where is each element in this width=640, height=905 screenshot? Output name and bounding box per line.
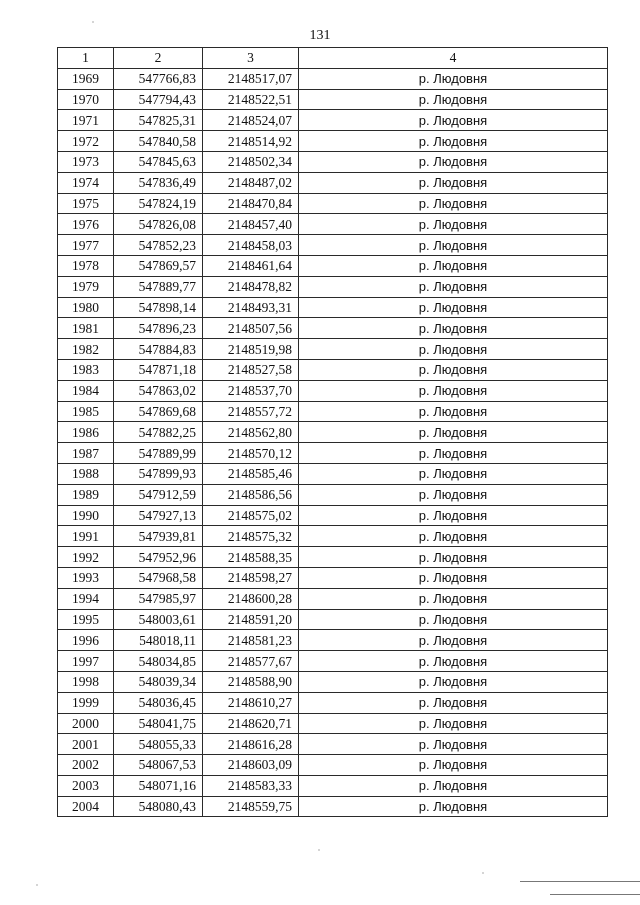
x-coordinate-cell: 547869,68: [114, 401, 203, 422]
y-coordinate-cell: 2148581,23: [203, 630, 299, 651]
table-row: [58, 547, 608, 568]
table-row: [58, 775, 608, 796]
point-number-cell: 1989: [58, 484, 114, 505]
description-cell: р. Людовня: [299, 796, 608, 817]
table-row: [58, 401, 608, 422]
y-coordinate-cell: 2148527,58: [203, 359, 299, 380]
point-number-cell: 1994: [58, 588, 114, 609]
description-cell: р. Людовня: [299, 235, 608, 256]
y-coordinate-cell: 2148537,70: [203, 380, 299, 401]
x-coordinate-cell: 547952,96: [114, 547, 203, 568]
y-coordinate-cell: 2148478,82: [203, 276, 299, 297]
y-coordinate-cell: 2148458,03: [203, 235, 299, 256]
table-row: [58, 630, 608, 651]
x-coordinate-cell: 547899,93: [114, 463, 203, 484]
description-cell: р. Людовня: [299, 172, 608, 193]
x-coordinate-cell: 547889,99: [114, 443, 203, 464]
description-cell: р. Людовня: [299, 463, 608, 484]
table-row: [58, 692, 608, 713]
table-row: [58, 734, 608, 755]
y-coordinate-cell: 2148603,09: [203, 755, 299, 776]
point-number-cell: 1995: [58, 609, 114, 630]
description-cell: р. Людовня: [299, 443, 608, 464]
y-coordinate-cell: 2148610,27: [203, 692, 299, 713]
table-row: [58, 526, 608, 547]
y-coordinate-cell: 2148493,31: [203, 297, 299, 318]
point-number-cell: 1998: [58, 671, 114, 692]
description-cell: р. Людовня: [299, 68, 608, 89]
table-row: [58, 89, 608, 110]
point-number-cell: 1991: [58, 526, 114, 547]
description-cell: р. Людовня: [299, 588, 608, 609]
x-coordinate-cell: 548055,33: [114, 734, 203, 755]
point-number-cell: 1996: [58, 630, 114, 651]
x-coordinate-cell: 548071,16: [114, 775, 203, 796]
x-coordinate-cell: 547882,25: [114, 422, 203, 443]
scan-speck: [92, 21, 94, 23]
table-row: [58, 318, 608, 339]
x-coordinate-cell: 548080,43: [114, 796, 203, 817]
point-number-cell: 1976: [58, 214, 114, 235]
point-number-cell: 2000: [58, 713, 114, 734]
table-row: [58, 297, 608, 318]
point-number-cell: 2002: [58, 755, 114, 776]
y-coordinate-cell: 2148470,84: [203, 193, 299, 214]
x-coordinate-cell: 548039,34: [114, 671, 203, 692]
table-row: [58, 131, 608, 152]
y-coordinate-cell: 2148575,32: [203, 526, 299, 547]
description-cell: р. Людовня: [299, 359, 608, 380]
description-cell: р. Людовня: [299, 193, 608, 214]
x-coordinate-cell: 548036,45: [114, 692, 203, 713]
description-cell: р. Людовня: [299, 734, 608, 755]
point-number-cell: 1993: [58, 567, 114, 588]
point-number-cell: 1986: [58, 422, 114, 443]
description-cell: р. Людовня: [299, 609, 608, 630]
y-coordinate-cell: 2148507,56: [203, 318, 299, 339]
description-cell: р. Людовня: [299, 131, 608, 152]
point-number-cell: 1970: [58, 89, 114, 110]
y-coordinate-cell: 2148461,64: [203, 255, 299, 276]
description-cell: р. Людовня: [299, 339, 608, 360]
point-number-cell: 1997: [58, 651, 114, 672]
point-number-cell: 1972: [58, 131, 114, 152]
point-number-cell: 1971: [58, 110, 114, 131]
table-row: [58, 339, 608, 360]
point-number-cell: 1980: [58, 297, 114, 318]
point-number-cell: 1992: [58, 547, 114, 568]
description-cell: р. Людовня: [299, 547, 608, 568]
y-coordinate-cell: 2148583,33: [203, 775, 299, 796]
description-cell: р. Людовня: [299, 692, 608, 713]
description-cell: р. Людовня: [299, 671, 608, 692]
x-coordinate-cell: 547898,14: [114, 297, 203, 318]
y-coordinate-cell: 2148598,27: [203, 567, 299, 588]
point-number-cell: 1982: [58, 339, 114, 360]
point-number-cell: 1973: [58, 151, 114, 172]
point-number-cell: 1977: [58, 235, 114, 256]
description-cell: р. Людовня: [299, 775, 608, 796]
x-coordinate-cell: 547852,23: [114, 235, 203, 256]
table-row: [58, 172, 608, 193]
table-row: [58, 671, 608, 692]
point-number-cell: 1988: [58, 463, 114, 484]
point-number-cell: 1969: [58, 68, 114, 89]
x-coordinate-cell: 547869,57: [114, 255, 203, 276]
description-cell: р. Людовня: [299, 630, 608, 651]
description-cell: р. Людовня: [299, 214, 608, 235]
column-header-4: 4: [299, 48, 608, 69]
table-row: [58, 609, 608, 630]
description-cell: р. Людовня: [299, 297, 608, 318]
point-number-cell: 1974: [58, 172, 114, 193]
table-row: [58, 463, 608, 484]
point-number-cell: 1981: [58, 318, 114, 339]
table-row: [58, 110, 608, 131]
x-coordinate-cell: 547896,23: [114, 318, 203, 339]
y-coordinate-cell: 2148591,20: [203, 609, 299, 630]
x-coordinate-cell: 547939,81: [114, 526, 203, 547]
x-coordinate-cell: 547871,18: [114, 359, 203, 380]
description-cell: р. Людовня: [299, 318, 608, 339]
x-coordinate-cell: 547826,08: [114, 214, 203, 235]
point-number-cell: 1984: [58, 380, 114, 401]
table-row: [58, 214, 608, 235]
y-coordinate-cell: 2148586,56: [203, 484, 299, 505]
table-row: [58, 567, 608, 588]
point-number-cell: 1979: [58, 276, 114, 297]
x-coordinate-cell: 547840,58: [114, 131, 203, 152]
point-number-cell: 1990: [58, 505, 114, 526]
x-coordinate-cell: 548034,85: [114, 651, 203, 672]
scan-edge-line: [520, 881, 640, 882]
description-cell: р. Людовня: [299, 567, 608, 588]
description-cell: р. Людовня: [299, 276, 608, 297]
x-coordinate-cell: 548041,75: [114, 713, 203, 734]
table-row: [58, 422, 608, 443]
scan-speck: [482, 872, 484, 874]
table-row: [58, 380, 608, 401]
y-coordinate-cell: 2148588,90: [203, 671, 299, 692]
y-coordinate-cell: 2148588,35: [203, 547, 299, 568]
x-coordinate-cell: 547889,77: [114, 276, 203, 297]
point-number-cell: 1987: [58, 443, 114, 464]
table-row: [58, 68, 608, 89]
table-header-row: [58, 48, 608, 69]
description-cell: р. Людовня: [299, 380, 608, 401]
x-coordinate-cell: 548003,61: [114, 609, 203, 630]
table-row: [58, 359, 608, 380]
point-number-cell: 1985: [58, 401, 114, 422]
point-number-cell: 2003: [58, 775, 114, 796]
description-cell: р. Людовня: [299, 89, 608, 110]
scan-edge-line: [550, 894, 640, 895]
y-coordinate-cell: 2148575,02: [203, 505, 299, 526]
page-number: 131: [309, 28, 331, 43]
y-coordinate-cell: 2148457,40: [203, 214, 299, 235]
table-row: [58, 713, 608, 734]
y-coordinate-cell: 2148570,12: [203, 443, 299, 464]
x-coordinate-cell: 547824,19: [114, 193, 203, 214]
x-coordinate-cell: 547836,49: [114, 172, 203, 193]
x-coordinate-cell: 547766,83: [114, 68, 203, 89]
table-body: [58, 68, 608, 817]
column-header-2: 2: [114, 48, 203, 69]
y-coordinate-cell: 2148514,92: [203, 131, 299, 152]
y-coordinate-cell: 2148524,07: [203, 110, 299, 131]
y-coordinate-cell: 2148562,80: [203, 422, 299, 443]
x-coordinate-cell: 547825,31: [114, 110, 203, 131]
description-cell: р. Людовня: [299, 713, 608, 734]
point-number-cell: 1978: [58, 255, 114, 276]
table-row: [58, 755, 608, 776]
column-header-1: 1: [58, 48, 114, 69]
x-coordinate-cell: 547845,63: [114, 151, 203, 172]
description-cell: р. Людовня: [299, 422, 608, 443]
y-coordinate-cell: 2148559,75: [203, 796, 299, 817]
x-coordinate-cell: 547968,58: [114, 567, 203, 588]
table-row: [58, 235, 608, 256]
x-coordinate-cell: 547884,83: [114, 339, 203, 360]
scan-speck: [36, 884, 38, 886]
x-coordinate-cell: 547927,13: [114, 505, 203, 526]
x-coordinate-cell: 547794,43: [114, 89, 203, 110]
table-row: [58, 651, 608, 672]
x-coordinate-cell: 547863,02: [114, 380, 203, 401]
table-row: [58, 255, 608, 276]
y-coordinate-cell: 2148577,67: [203, 651, 299, 672]
y-coordinate-cell: 2148557,72: [203, 401, 299, 422]
column-header-3: 3: [203, 48, 299, 69]
table-row: [58, 443, 608, 464]
table-row: [58, 588, 608, 609]
y-coordinate-cell: 2148517,07: [203, 68, 299, 89]
table-row: [58, 505, 608, 526]
y-coordinate-cell: 2148519,98: [203, 339, 299, 360]
point-number-cell: 2001: [58, 734, 114, 755]
description-cell: р. Людовня: [299, 401, 608, 422]
description-cell: р. Людовня: [299, 151, 608, 172]
description-cell: р. Людовня: [299, 526, 608, 547]
x-coordinate-cell: 548018,11: [114, 630, 203, 651]
point-number-cell: 2004: [58, 796, 114, 817]
point-number-cell: 1975: [58, 193, 114, 214]
scan-speck: [318, 849, 320, 851]
table-row: [58, 484, 608, 505]
description-cell: р. Людовня: [299, 110, 608, 131]
x-coordinate-cell: 548067,53: [114, 755, 203, 776]
y-coordinate-cell: 2148616,28: [203, 734, 299, 755]
table-row: [58, 193, 608, 214]
description-cell: р. Людовня: [299, 484, 608, 505]
y-coordinate-cell: 2148522,51: [203, 89, 299, 110]
x-coordinate-cell: 547985,97: [114, 588, 203, 609]
y-coordinate-cell: 2148487,02: [203, 172, 299, 193]
point-number-cell: 1983: [58, 359, 114, 380]
table-row: [58, 796, 608, 817]
description-cell: р. Людовня: [299, 505, 608, 526]
description-cell: р. Людовня: [299, 651, 608, 672]
y-coordinate-cell: 2148620,71: [203, 713, 299, 734]
table-row: [58, 151, 608, 172]
coordinate-table: [57, 47, 608, 817]
description-cell: р. Людовня: [299, 255, 608, 276]
table-row: [58, 276, 608, 297]
y-coordinate-cell: 2148600,28: [203, 588, 299, 609]
description-cell: р. Людовня: [299, 755, 608, 776]
y-coordinate-cell: 2148585,46: [203, 463, 299, 484]
x-coordinate-cell: 547912,59: [114, 484, 203, 505]
point-number-cell: 1999: [58, 692, 114, 713]
y-coordinate-cell: 2148502,34: [203, 151, 299, 172]
